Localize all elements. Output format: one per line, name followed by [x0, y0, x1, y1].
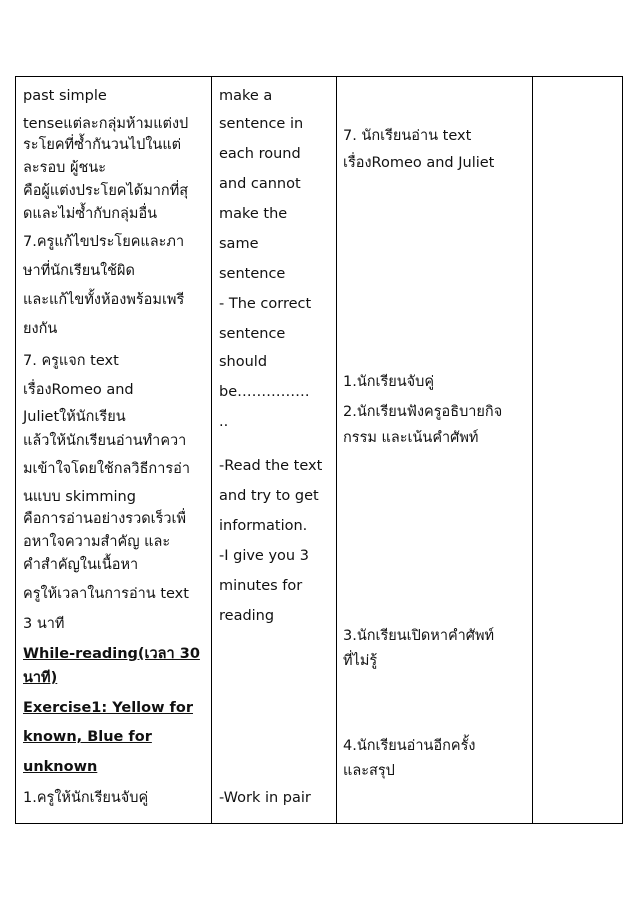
text-line: ที่ไม่รู้	[343, 653, 378, 669]
column-divider	[211, 77, 212, 823]
text-line: past simple	[23, 88, 107, 104]
text-line: same	[219, 236, 259, 252]
text-line: เรื่องRomeo and Juliet	[343, 155, 495, 171]
text-line: tenseแต่ละกลุ่มห้ามแต่งป	[23, 116, 189, 132]
text-line: 7. นักเรียนอ่าน text	[343, 128, 472, 144]
section-heading: unknown	[23, 759, 98, 775]
text-line: คือการอ่านอย่างรวดเร็วเพื่	[23, 511, 187, 527]
text-line: อหาใจความสำคัญ และ	[23, 534, 171, 550]
text-line: คือผู้แต่งประโยคได้มากที่สุ	[23, 183, 189, 199]
text-line: make a	[219, 88, 273, 104]
section-heading: Exercise1: Yellow for	[23, 700, 193, 716]
text-line: 1.นักเรียนจับคู่	[343, 374, 435, 390]
text-line: 4.นักเรียนอ่านอีกครั้ง	[343, 738, 476, 754]
text-line: ระโยคที่ซ้ำกันวนไปในแต่	[23, 137, 182, 153]
text-line: 2.นักเรียนฟังครูอธิบายกิจ	[343, 404, 503, 420]
text-line: ..	[219, 414, 229, 430]
text-line: คำสำคัญในเนื้อหา	[23, 557, 139, 573]
text-line: sentence	[219, 266, 286, 282]
text-line: 7. ครูแจก text	[23, 353, 119, 369]
text-line: 1.ครูให้นักเรียนจับคู่	[23, 790, 149, 806]
text-line: reading	[219, 608, 275, 624]
text-line: Julietให้นักเรียน	[23, 409, 126, 425]
text-line: 3.นักเรียนเปิดหาคำศัพท์	[343, 628, 495, 644]
text-line: ยงกัน	[23, 321, 58, 337]
text-line: นแบบ skimming	[23, 489, 136, 505]
text-line: sentence	[219, 326, 286, 342]
text-line: make the	[219, 206, 288, 222]
lesson-plan-table	[15, 76, 623, 824]
text-line: และแก้ไขทั้งห้องพร้อมเพรี	[23, 292, 185, 308]
text-line: -I give you 3	[219, 548, 309, 564]
text-line: และสรุป	[343, 763, 395, 779]
text-line: should	[219, 354, 268, 370]
column-divider	[336, 77, 337, 823]
section-heading: known, Blue for	[23, 729, 152, 745]
text-line: minutes for	[219, 578, 303, 594]
text-line: ษาที่นักเรียนใช้ผิด	[23, 263, 135, 279]
text-line: each round	[219, 146, 301, 162]
section-heading: While-reading(เวลา 30	[23, 646, 200, 662]
text-line: and cannot	[219, 176, 301, 192]
text-line: แล้วให้นักเรียนอ่านทำควา	[23, 433, 187, 449]
text-line: กรรม และเน้นคำศัพท์	[343, 430, 479, 446]
text-line: ละรอบ ผู้ชนะ	[23, 160, 107, 176]
text-line: sentence in	[219, 116, 304, 132]
text-line: be……………	[219, 384, 310, 400]
text-line: 7.ครูแก้ไขประโยคและภา	[23, 234, 185, 250]
text-line: ดและไม่ซ้ำกับกลุ่มอื่น	[23, 206, 158, 222]
text-line: -Read the text	[219, 458, 323, 474]
text-line: เรื่องRomeo and	[23, 382, 134, 398]
text-line: 3 นาที	[23, 616, 65, 632]
text-line: information.	[219, 518, 308, 534]
text-line: -Work in pair	[219, 790, 311, 806]
section-heading: นาที)	[23, 670, 58, 686]
text-line: ครูให้เวลาในการอ่าน text	[23, 586, 189, 602]
column-divider	[532, 77, 533, 823]
text-line: มเข้าใจโดยใช้กลวิธีการอ่า	[23, 461, 190, 477]
text-line: and try to get	[219, 488, 319, 504]
text-line: - The correct	[219, 296, 312, 312]
